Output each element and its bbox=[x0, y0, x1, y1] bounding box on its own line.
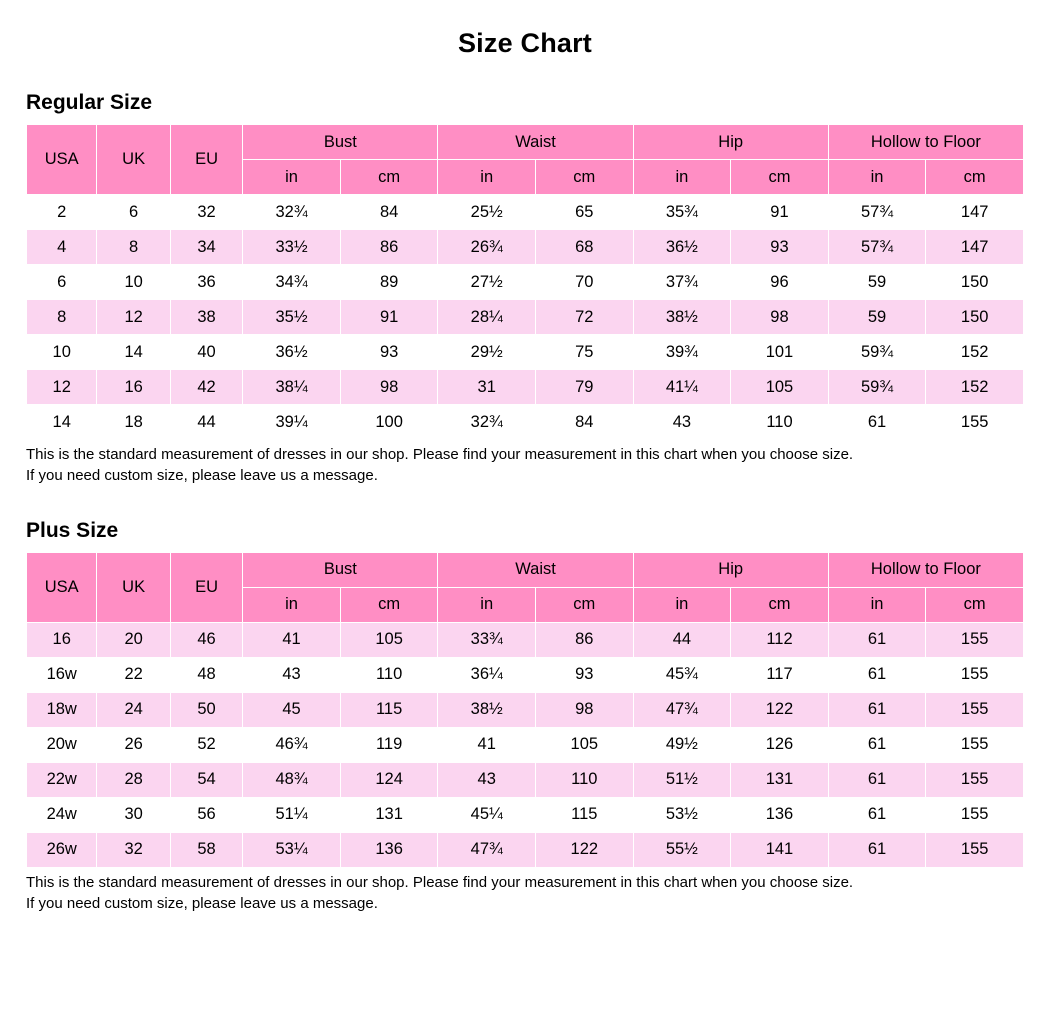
cell-hollow-cm: 155 bbox=[926, 797, 1024, 832]
header-bust: Bust bbox=[243, 552, 438, 587]
cell-usa: 6 bbox=[27, 265, 97, 300]
regular-size-note bbox=[26, 444, 1024, 487]
cell-usa: 26w bbox=[27, 832, 97, 867]
cell-bust-cm: 119 bbox=[340, 727, 438, 762]
subheader-waist-in: in bbox=[438, 160, 536, 195]
cell-hollow-in: 61 bbox=[828, 692, 926, 727]
cell-bust-cm: 93 bbox=[340, 335, 438, 370]
cell-hollow-cm: 155 bbox=[926, 657, 1024, 692]
cell-waist-cm: 110 bbox=[536, 762, 634, 797]
cell-hip-cm: 96 bbox=[731, 265, 829, 300]
cell-eu: 44 bbox=[170, 405, 242, 440]
cell-waist-in: 31 bbox=[438, 370, 536, 405]
cell-uk: 22 bbox=[97, 657, 170, 692]
cell-usa: 8 bbox=[27, 300, 97, 335]
cell-uk: 6 bbox=[97, 195, 170, 230]
table-header-row bbox=[27, 552, 1024, 587]
cell-uk: 18 bbox=[97, 405, 170, 440]
cell-hip-in: 41¼ bbox=[633, 370, 731, 405]
cell-eu: 50 bbox=[170, 692, 242, 727]
table-row bbox=[27, 300, 1024, 335]
cell-hollow-in: 59¾ bbox=[828, 370, 926, 405]
cell-waist-cm: 122 bbox=[536, 832, 634, 867]
cell-bust-cm: 91 bbox=[340, 300, 438, 335]
cell-bust-cm: 105 bbox=[340, 622, 438, 657]
cell-bust-in: 34¾ bbox=[243, 265, 341, 300]
subheader-bust-cm: cm bbox=[340, 587, 438, 622]
subheader-hip-cm: cm bbox=[731, 160, 829, 195]
cell-hollow-in: 59 bbox=[828, 265, 926, 300]
header-hip: Hip bbox=[633, 552, 828, 587]
cell-uk: 14 bbox=[97, 335, 170, 370]
cell-usa: 16w bbox=[27, 657, 97, 692]
cell-waist-in: 45¼ bbox=[438, 797, 536, 832]
cell-usa: 20w bbox=[27, 727, 97, 762]
cell-usa: 16 bbox=[27, 622, 97, 657]
header-usa: USA bbox=[27, 125, 97, 195]
cell-hollow-cm: 152 bbox=[926, 335, 1024, 370]
cell-hip-cm: 136 bbox=[731, 797, 829, 832]
cell-bust-cm: 84 bbox=[340, 195, 438, 230]
cell-waist-in: 38½ bbox=[438, 692, 536, 727]
cell-hollow-cm: 147 bbox=[926, 230, 1024, 265]
cell-eu: 38 bbox=[170, 300, 242, 335]
cell-hollow-in: 61 bbox=[828, 832, 926, 867]
cell-uk: 32 bbox=[97, 832, 170, 867]
table-row bbox=[27, 762, 1024, 797]
table-row bbox=[27, 335, 1024, 370]
cell-hip-in: 37¾ bbox=[633, 265, 731, 300]
cell-waist-cm: 86 bbox=[536, 622, 634, 657]
cell-hip-cm: 126 bbox=[731, 727, 829, 762]
table-row bbox=[27, 230, 1024, 265]
subheader-waist-cm: cm bbox=[536, 587, 634, 622]
cell-hip-in: 51½ bbox=[633, 762, 731, 797]
cell-hollow-cm: 150 bbox=[926, 265, 1024, 300]
cell-hip-cm: 141 bbox=[731, 832, 829, 867]
cell-hip-cm: 122 bbox=[731, 692, 829, 727]
cell-eu: 58 bbox=[170, 832, 242, 867]
cell-bust-in: 43 bbox=[243, 657, 341, 692]
subheader-hollow-cm: cm bbox=[926, 160, 1024, 195]
cell-bust-in: 38¼ bbox=[243, 370, 341, 405]
cell-hip-cm: 101 bbox=[731, 335, 829, 370]
table-row bbox=[27, 832, 1024, 867]
cell-waist-in: 28¼ bbox=[438, 300, 536, 335]
cell-waist-in: 41 bbox=[438, 727, 536, 762]
cell-bust-cm: 115 bbox=[340, 692, 438, 727]
cell-hollow-cm: 152 bbox=[926, 370, 1024, 405]
subheader-hollow-in: in bbox=[828, 587, 926, 622]
cell-uk: 30 bbox=[97, 797, 170, 832]
header-bust: Bust bbox=[243, 125, 438, 160]
table-row bbox=[27, 370, 1024, 405]
plus-size-note bbox=[26, 872, 1024, 915]
cell-eu: 36 bbox=[170, 265, 242, 300]
cell-usa: 4 bbox=[27, 230, 97, 265]
note-line-2: If you need custom size, please leave us a message. bbox=[26, 467, 378, 485]
note-line-1: This is the standard measurement of dresses in our shop. Please find your measurement in this chart when you choose size. bbox=[26, 873, 854, 891]
cell-waist-in: 27½ bbox=[438, 265, 536, 300]
header-hip: Hip bbox=[633, 125, 828, 160]
cell-uk: 28 bbox=[97, 762, 170, 797]
cell-waist-cm: 75 bbox=[536, 335, 634, 370]
cell-uk: 24 bbox=[97, 692, 170, 727]
cell-hollow-in: 59 bbox=[828, 300, 926, 335]
header-uk: UK bbox=[97, 125, 170, 195]
cell-waist-in: 33¾ bbox=[438, 622, 536, 657]
cell-hip-in: 35¾ bbox=[633, 195, 731, 230]
cell-bust-cm: 89 bbox=[340, 265, 438, 300]
cell-hip-cm: 93 bbox=[731, 230, 829, 265]
header-eu: EU bbox=[170, 125, 242, 195]
cell-hip-cm: 117 bbox=[731, 657, 829, 692]
cell-uk: 16 bbox=[97, 370, 170, 405]
header-uk: UK bbox=[97, 552, 170, 622]
cell-usa: 2 bbox=[27, 195, 97, 230]
cell-hip-in: 43 bbox=[633, 405, 731, 440]
subheader-hip-cm: cm bbox=[731, 587, 829, 622]
cell-eu: 56 bbox=[170, 797, 242, 832]
cell-uk: 12 bbox=[97, 300, 170, 335]
subheader-waist-cm: cm bbox=[536, 160, 634, 195]
cell-eu: 54 bbox=[170, 762, 242, 797]
cell-hollow-cm: 155 bbox=[926, 692, 1024, 727]
cell-hollow-in: 57¾ bbox=[828, 230, 926, 265]
regular-size-table bbox=[26, 124, 1024, 440]
cell-usa: 22w bbox=[27, 762, 97, 797]
cell-hip-in: 55½ bbox=[633, 832, 731, 867]
subheader-hip-in: in bbox=[633, 587, 731, 622]
cell-waist-cm: 68 bbox=[536, 230, 634, 265]
cell-usa: 18w bbox=[27, 692, 97, 727]
cell-bust-in: 35½ bbox=[243, 300, 341, 335]
cell-waist-cm: 93 bbox=[536, 657, 634, 692]
subheader-bust-in: in bbox=[243, 587, 341, 622]
cell-bust-in: 53¼ bbox=[243, 832, 341, 867]
table-row bbox=[27, 797, 1024, 832]
table-row bbox=[27, 622, 1024, 657]
cell-hip-in: 49½ bbox=[633, 727, 731, 762]
cell-waist-cm: 115 bbox=[536, 797, 634, 832]
cell-bust-cm: 86 bbox=[340, 230, 438, 265]
cell-uk: 20 bbox=[97, 622, 170, 657]
subheader-hollow-cm: cm bbox=[926, 587, 1024, 622]
cell-usa: 24w bbox=[27, 797, 97, 832]
size-chart-page bbox=[0, 28, 1050, 1028]
cell-bust-in: 41 bbox=[243, 622, 341, 657]
table-header-row bbox=[27, 125, 1024, 160]
cell-hip-cm: 112 bbox=[731, 622, 829, 657]
cell-uk: 8 bbox=[97, 230, 170, 265]
cell-waist-cm: 70 bbox=[536, 265, 634, 300]
cell-hip-cm: 110 bbox=[731, 405, 829, 440]
cell-hollow-in: 61 bbox=[828, 727, 926, 762]
cell-usa: 12 bbox=[27, 370, 97, 405]
cell-hollow-in: 61 bbox=[828, 797, 926, 832]
cell-hip-cm: 131 bbox=[731, 762, 829, 797]
note-line-2: If you need custom size, please leave us a message. bbox=[26, 894, 378, 912]
section-title-plus: Plus Size bbox=[26, 518, 119, 542]
cell-bust-in: 32¾ bbox=[243, 195, 341, 230]
header-waist: Waist bbox=[438, 552, 633, 587]
cell-eu: 52 bbox=[170, 727, 242, 762]
cell-bust-in: 45 bbox=[243, 692, 341, 727]
subheader-waist-in: in bbox=[438, 587, 536, 622]
cell-hip-in: 39¾ bbox=[633, 335, 731, 370]
header-usa: USA bbox=[27, 552, 97, 622]
header-hollow-to-floor: Hollow to Floor bbox=[828, 552, 1023, 587]
cell-hollow-cm: 155 bbox=[926, 622, 1024, 657]
cell-bust-in: 36½ bbox=[243, 335, 341, 370]
cell-hip-in: 45¾ bbox=[633, 657, 731, 692]
subheader-hollow-in: in bbox=[828, 160, 926, 195]
cell-waist-cm: 98 bbox=[536, 692, 634, 727]
subheader-bust-cm: cm bbox=[340, 160, 438, 195]
cell-eu: 32 bbox=[170, 195, 242, 230]
cell-bust-cm: 110 bbox=[340, 657, 438, 692]
note-line-1: This is the standard measurement of dresses in our shop. Please find your measurement in this chart when you choose size. bbox=[26, 446, 854, 463]
cell-waist-cm: 72 bbox=[536, 300, 634, 335]
cell-hollow-in: 57¾ bbox=[828, 195, 926, 230]
cell-waist-cm: 84 bbox=[536, 405, 634, 440]
cell-waist-in: 25½ bbox=[438, 195, 536, 230]
cell-bust-in: 48¾ bbox=[243, 762, 341, 797]
cell-hollow-in: 61 bbox=[828, 762, 926, 797]
cell-waist-in: 47¾ bbox=[438, 832, 536, 867]
section-regular-size bbox=[26, 91, 1024, 487]
cell-waist-cm: 105 bbox=[536, 727, 634, 762]
cell-uk: 26 bbox=[97, 727, 170, 762]
page-title: Size Chart bbox=[457, 28, 593, 58]
cell-bust-in: 39¼ bbox=[243, 405, 341, 440]
subheader-bust-in: in bbox=[243, 160, 341, 195]
cell-hollow-in: 61 bbox=[828, 657, 926, 692]
cell-hip-in: 38½ bbox=[633, 300, 731, 335]
cell-bust-in: 46¾ bbox=[243, 727, 341, 762]
cell-uk: 10 bbox=[97, 265, 170, 300]
cell-bust-cm: 98 bbox=[340, 370, 438, 405]
plus-size-table bbox=[26, 552, 1024, 868]
cell-waist-in: 43 bbox=[438, 762, 536, 797]
cell-hollow-cm: 155 bbox=[926, 405, 1024, 440]
cell-hollow-cm: 155 bbox=[926, 832, 1024, 867]
cell-waist-in: 26¾ bbox=[438, 230, 536, 265]
cell-eu: 48 bbox=[170, 657, 242, 692]
cell-waist-cm: 79 bbox=[536, 370, 634, 405]
cell-waist-in: 29½ bbox=[438, 335, 536, 370]
table-row bbox=[27, 405, 1024, 440]
cell-usa: 14 bbox=[27, 405, 97, 440]
cell-waist-in: 32¾ bbox=[438, 405, 536, 440]
cell-hip-cm: 91 bbox=[731, 195, 829, 230]
cell-eu: 34 bbox=[170, 230, 242, 265]
cell-waist-cm: 65 bbox=[536, 195, 634, 230]
subheader-hip-in: in bbox=[633, 160, 731, 195]
cell-hollow-in: 61 bbox=[828, 405, 926, 440]
cell-hollow-cm: 150 bbox=[926, 300, 1024, 335]
header-hollow-to-floor: Hollow to Floor bbox=[828, 125, 1023, 160]
cell-eu: 46 bbox=[170, 622, 242, 657]
table-row bbox=[27, 195, 1024, 230]
cell-bust-cm: 124 bbox=[340, 762, 438, 797]
section-title-regular: Regular Size bbox=[26, 91, 153, 114]
cell-hip-in: 36½ bbox=[633, 230, 731, 265]
header-eu: EU bbox=[170, 552, 242, 622]
cell-hollow-in: 59¾ bbox=[828, 335, 926, 370]
section-plus-size bbox=[26, 519, 1024, 915]
cell-bust-cm: 100 bbox=[340, 405, 438, 440]
cell-bust-cm: 136 bbox=[340, 832, 438, 867]
cell-waist-in: 36¼ bbox=[438, 657, 536, 692]
cell-hip-cm: 105 bbox=[731, 370, 829, 405]
cell-hip-cm: 98 bbox=[731, 300, 829, 335]
cell-hollow-cm: 147 bbox=[926, 195, 1024, 230]
cell-hollow-cm: 155 bbox=[926, 762, 1024, 797]
cell-bust-in: 51¼ bbox=[243, 797, 341, 832]
cell-eu: 42 bbox=[170, 370, 242, 405]
table-row bbox=[27, 265, 1024, 300]
table-row bbox=[27, 692, 1024, 727]
cell-bust-cm: 131 bbox=[340, 797, 438, 832]
cell-hip-in: 44 bbox=[633, 622, 731, 657]
cell-eu: 40 bbox=[170, 335, 242, 370]
table-row bbox=[27, 727, 1024, 762]
cell-hollow-in: 61 bbox=[828, 622, 926, 657]
cell-usa: 10 bbox=[27, 335, 97, 370]
cell-hollow-cm: 155 bbox=[926, 727, 1024, 762]
cell-bust-in: 33½ bbox=[243, 230, 341, 265]
cell-hip-in: 47¾ bbox=[633, 692, 731, 727]
cell-hip-in: 53½ bbox=[633, 797, 731, 832]
table-row bbox=[27, 657, 1024, 692]
header-waist: Waist bbox=[438, 125, 633, 160]
